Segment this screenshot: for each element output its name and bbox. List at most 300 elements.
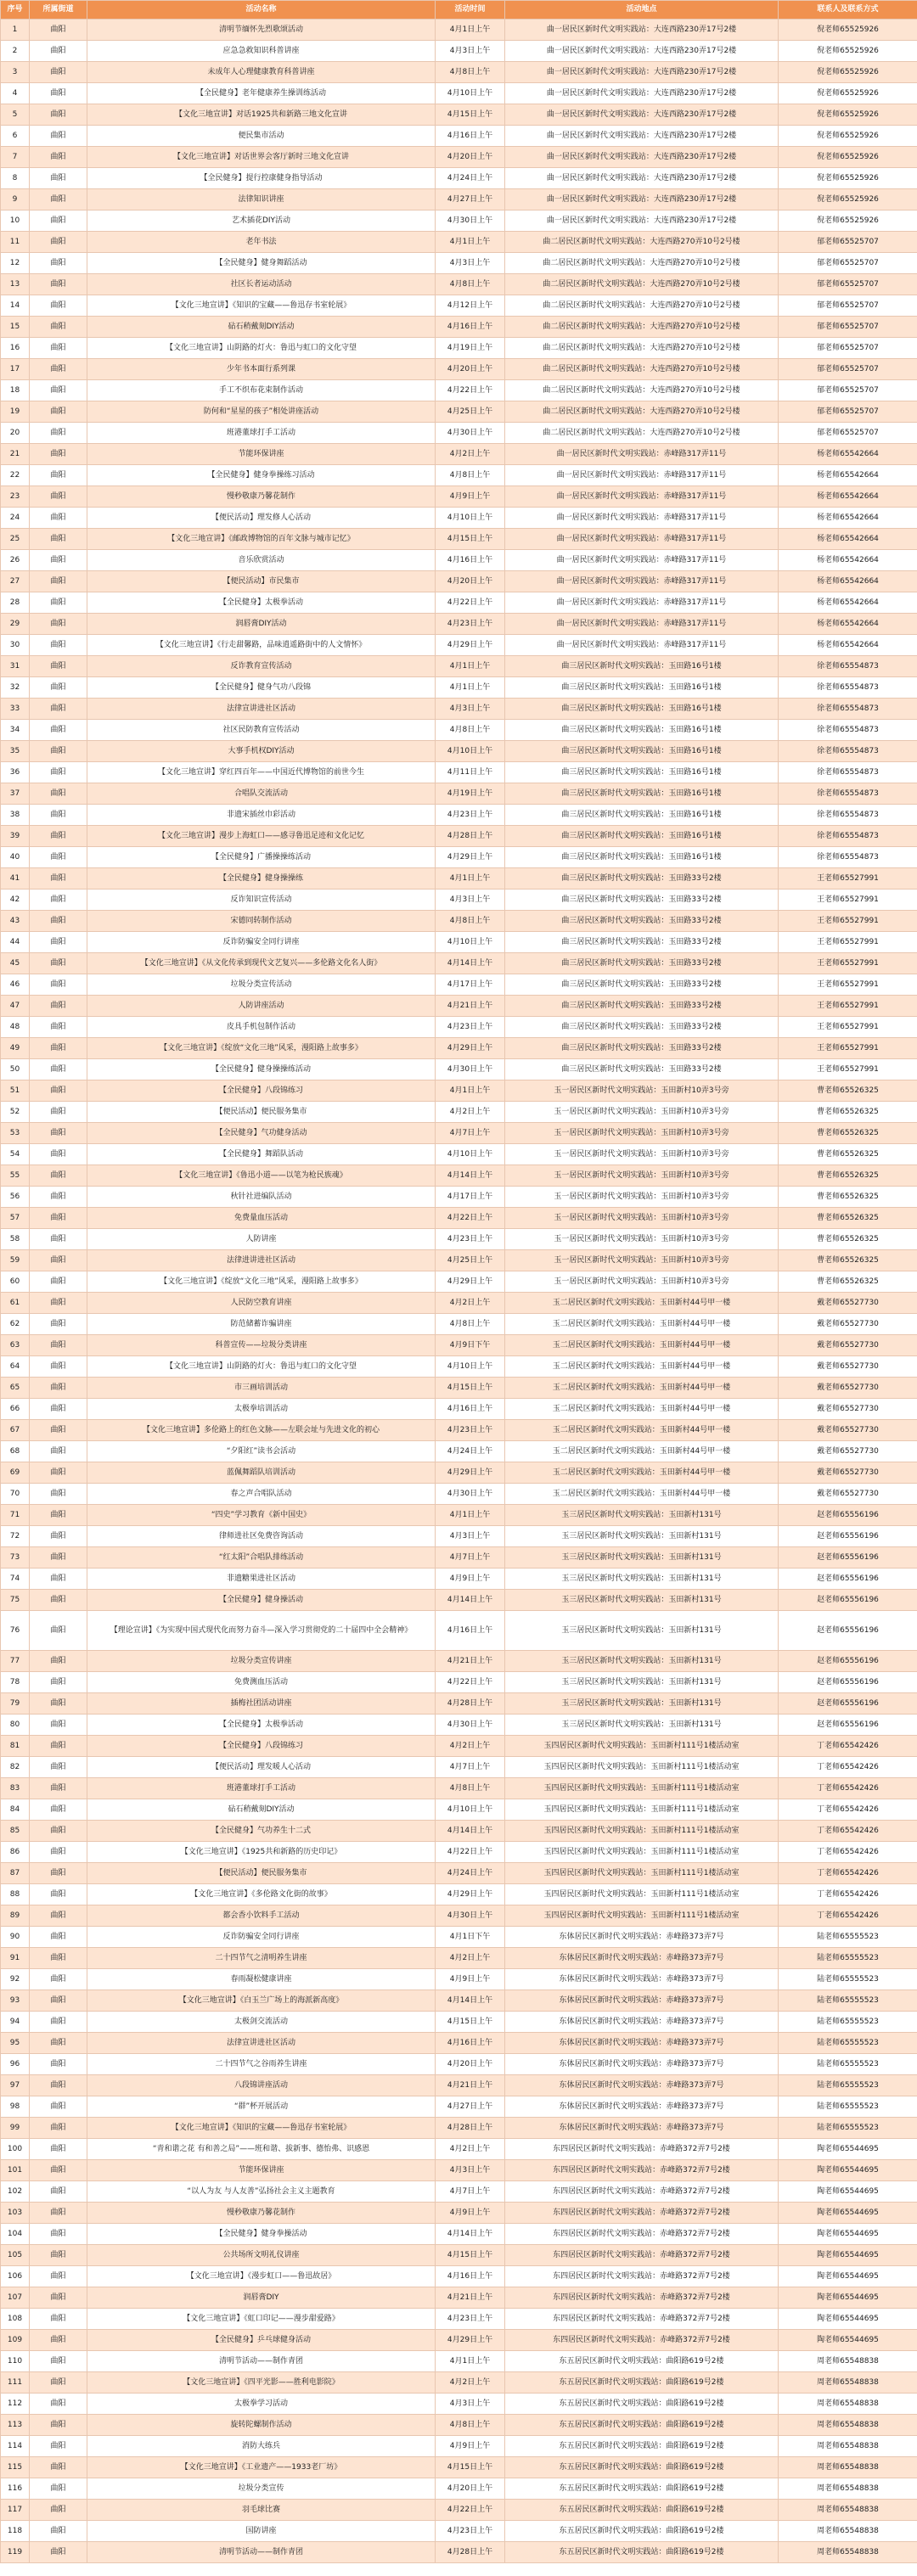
- cell-contact: 曹老师65526325: [779, 1229, 917, 1250]
- cell-activity-time: 4月2日上午: [436, 1102, 505, 1123]
- cell-contact: 戴老师65527730: [779, 1314, 917, 1335]
- cell-activity-location: 玉二居民区新时代文明实践站：玉田新村44号甲一楼: [505, 1293, 779, 1314]
- cell-street: 曲阳: [30, 1080, 87, 1102]
- cell-activity-location: 曲三居民区新时代文明实践站：玉田路33号2楼: [505, 996, 779, 1017]
- cell-activity-time: 4月30日上午: [436, 1059, 505, 1080]
- cell-activity-time: 4月23日上午: [436, 614, 505, 635]
- cell-street: 曲阳: [30, 1569, 87, 1590]
- cell-activity-name: 【文化三地宣讲】《工业遗产——1933老厂坊》: [87, 2457, 436, 2478]
- cell-index: 2: [1, 41, 30, 62]
- cell-street: 曲阳: [30, 1293, 87, 1314]
- cell-activity-time: 4月8日上午: [436, 911, 505, 932]
- cell-contact: 王老师65527991: [779, 868, 917, 890]
- cell-activity-time: 4月21日上午: [436, 2287, 505, 2309]
- cell-contact: 徐老师65554873: [779, 783, 917, 805]
- cell-contact: 陶老师65544695: [779, 2309, 917, 2330]
- cell-activity-time: 4月8日上午: [436, 465, 505, 486]
- cell-street: 曲阳: [30, 1250, 87, 1271]
- cell-street: 曲阳: [30, 232, 87, 253]
- cell-contact: 杨老师65542664: [779, 529, 917, 550]
- cell-street: 曲阳: [30, 83, 87, 104]
- cell-index: 24: [1, 508, 30, 529]
- cell-street: 曲阳: [30, 2330, 87, 2351]
- cell-activity-time: 4月20日上午: [436, 2478, 505, 2500]
- cell-activity-time: 4月27日上午: [436, 2096, 505, 2118]
- cell-activity-location: 曲二居民区新时代文明实践站：大连西路270弄10号2号楼: [505, 317, 779, 338]
- cell-contact: 杨老师65542664: [779, 614, 917, 635]
- table-row: [1, 1250, 917, 1271]
- cell-index: 14: [1, 295, 30, 317]
- cell-index: 40: [1, 847, 30, 868]
- cell-activity-location: 玉二居民区新时代文明实践站：玉田新村44号甲一楼: [505, 1356, 779, 1378]
- cell-activity-location: 曲二居民区新时代文明实践站：大连西路270弄10号2号楼: [505, 359, 779, 380]
- cell-index: 7: [1, 147, 30, 168]
- cell-street: 曲阳: [30, 2224, 87, 2245]
- cell-index: 53: [1, 1123, 30, 1144]
- cell-activity-name: 【文化三地宣讲】山阴路的灯火：鲁迅与虹口的文化守望: [87, 1356, 436, 1378]
- table-row: [1, 1526, 917, 1547]
- cell-contact: 丁老师65542426: [779, 1736, 917, 1757]
- cell-activity-time: 4月2日上午: [436, 2372, 505, 2394]
- cell-street: 曲阳: [30, 1778, 87, 1799]
- cell-activity-location: 曲二居民区新时代文明实践站：大连西路270弄10号2号楼: [505, 401, 779, 423]
- cell-contact: 徐老师65554873: [779, 720, 917, 741]
- cell-activity-name: 【文化三地宣讲】《漫步虹口——鲁迅故居》: [87, 2266, 436, 2287]
- cell-index: 106: [1, 2266, 30, 2287]
- cell-contact: 赵老师65556196: [779, 1715, 917, 1736]
- table-row: [1, 550, 917, 571]
- cell-activity-name: 【便民活动】理发暖人心活动: [87, 1757, 436, 1778]
- cell-contact: 戴老师65527730: [779, 1356, 917, 1378]
- cell-activity-location: 曲三居民区新时代文明实践站：玉田路16号1楼: [505, 847, 779, 868]
- table-row: [1, 890, 917, 911]
- cell-index: 55: [1, 1165, 30, 1187]
- cell-activity-name: 皮具手机包制作活动: [87, 1017, 436, 1038]
- cell-index: 61: [1, 1293, 30, 1314]
- header-street: 所属街道: [30, 1, 87, 20]
- cell-activity-time: 4月24日上午: [436, 1863, 505, 1884]
- table-row: [1, 699, 917, 720]
- cell-activity-time: 4月28日上午: [436, 1693, 505, 1715]
- cell-activity-name: 清明节活动——制作青团: [87, 2542, 436, 2563]
- cell-activity-name: 二十四节气之清明养生讲座: [87, 1948, 436, 1969]
- cell-index: 58: [1, 1229, 30, 1250]
- table-row: [1, 2500, 917, 2521]
- cell-activity-name: 【文化三地宣讲】《多伦路文化街的故事》: [87, 1884, 436, 1905]
- cell-activity-location: 曲二居民区新时代文明实践站：大连西路270弄10号2号楼: [505, 253, 779, 274]
- cell-street: 曲阳: [30, 1441, 87, 1462]
- cell-activity-location: 曲三居民区新时代文明实践站：玉田路33号2楼: [505, 974, 779, 996]
- cell-activity-time: 4月28日上午: [436, 826, 505, 847]
- cell-activity-location: 东体居民区新时代文明实践站：赤峰路373弄7号: [505, 2075, 779, 2096]
- cell-street: 曲阳: [30, 253, 87, 274]
- cell-activity-location: 东五居民区新时代文明实践站：曲阳路619号2楼: [505, 2457, 779, 2478]
- cell-contact: 杨老师65542664: [779, 550, 917, 571]
- cell-street: 曲阳: [30, 2139, 87, 2160]
- cell-activity-name: 春之声合唱队活动: [87, 1484, 436, 1505]
- table-row: [1, 2054, 917, 2075]
- cell-activity-time: 4月16日上午: [436, 1399, 505, 1420]
- cell-activity-time: 4月1日上午: [436, 20, 505, 41]
- cell-activity-time: 4月17日上午: [436, 1187, 505, 1208]
- cell-activity-location: 曲三居民区新时代文明实践站：玉田路33号2楼: [505, 932, 779, 953]
- cell-activity-time: 4月7日上午: [436, 2181, 505, 2203]
- cell-street: 曲阳: [30, 974, 87, 996]
- cell-activity-location: 玉四居民区新时代文明实践站：玉田新村111号1楼活动室: [505, 1863, 779, 1884]
- table-row: [1, 2012, 917, 2033]
- table-row: [1, 2415, 917, 2436]
- table-row: [1, 2096, 917, 2118]
- cell-activity-location: 曲三居民区新时代文明实践站：玉田路16号1楼: [505, 699, 779, 720]
- cell-index: 30: [1, 635, 30, 656]
- cell-index: 31: [1, 656, 30, 677]
- cell-activity-name: 老年书法: [87, 232, 436, 253]
- cell-activity-time: 4月23日上午: [436, 2309, 505, 2330]
- cell-contact: 陆老师65555523: [779, 2118, 917, 2139]
- cell-activity-name: 国防讲座: [87, 2521, 436, 2542]
- table-row: [1, 1569, 917, 1590]
- cell-activity-name: 社区长者运动活动: [87, 274, 436, 295]
- cell-activity-name: 人防讲座活动: [87, 996, 436, 1017]
- cell-activity-name: 垃圾分类宣传讲座: [87, 1651, 436, 1672]
- cell-activity-name: 消防大练兵: [87, 2436, 436, 2457]
- cell-activity-name: “群”杯开展活动: [87, 2096, 436, 2118]
- cell-activity-name: 【全民健身】八段锦练习: [87, 1080, 436, 1102]
- header-activity-location: 活动地点: [505, 1, 779, 20]
- table-row: [1, 1229, 917, 1250]
- cell-activity-name: 班港董球打手工活动: [87, 1778, 436, 1799]
- table-row: [1, 932, 917, 953]
- cell-activity-name: 【全民健身】健身操活动: [87, 1590, 436, 1611]
- cell-index: 66: [1, 1399, 30, 1420]
- cell-activity-time: 4月20日上午: [436, 571, 505, 592]
- cell-contact: 王老师65527991: [779, 996, 917, 1017]
- cell-activity-name: 【文化三地宣讲】《四平光影——胜利电影院》: [87, 2372, 436, 2394]
- cell-activity-time: 4月20日上午: [436, 359, 505, 380]
- cell-activity-time: 4月19日上午: [436, 783, 505, 805]
- cell-street: 曲阳: [30, 380, 87, 401]
- cell-activity-name: 【全民健身】舞蹈队活动: [87, 1144, 436, 1165]
- cell-activity-name: 便民集市活动: [87, 126, 436, 147]
- cell-activity-time: 4月25日上午: [436, 1250, 505, 1271]
- cell-contact: 丁老师65542426: [779, 1757, 917, 1778]
- cell-index: 44: [1, 932, 30, 953]
- cell-activity-name: 班港董球打手工活动: [87, 423, 436, 444]
- cell-street: 曲阳: [30, 2436, 87, 2457]
- cell-activity-time: 4月22日上午: [436, 1842, 505, 1863]
- cell-activity-time: 4月3日上午: [436, 890, 505, 911]
- cell-index: 50: [1, 1059, 30, 1080]
- cell-street: 曲阳: [30, 1505, 87, 1526]
- cell-index: 59: [1, 1250, 30, 1271]
- cell-activity-time: 4月9日上午: [436, 2203, 505, 2224]
- cell-contact: 郁老师65525707: [779, 295, 917, 317]
- cell-activity-location: 玉一居民区新时代文明实践站：玉田新村10弄3号旁: [505, 1102, 779, 1123]
- cell-activity-name: 【文化三地宣讲】多伦路上的红色文脉——左联会址与先进文化的初心: [87, 1420, 436, 1441]
- cell-activity-location: 东五居民区新时代文明实践站：曲阳路619号2楼: [505, 2500, 779, 2521]
- cell-index: 62: [1, 1314, 30, 1335]
- cell-contact: 周老师65548838: [779, 2542, 917, 2563]
- cell-activity-time: 4月15日上午: [436, 2012, 505, 2033]
- cell-activity-name: 【全民健身】太极拳活动: [87, 1715, 436, 1736]
- cell-street: 曲阳: [30, 1399, 87, 1420]
- cell-contact: 戴老师65527730: [779, 1335, 917, 1356]
- cell-activity-time: 4月23日上午: [436, 1229, 505, 1250]
- cell-street: 曲阳: [30, 1611, 87, 1651]
- table-row: [1, 486, 917, 508]
- cell-street: 曲阳: [30, 571, 87, 592]
- table-row: [1, 1314, 917, 1335]
- cell-index: 1: [1, 20, 30, 41]
- cell-activity-time: 4月10日上午: [436, 1144, 505, 1165]
- table-row: [1, 147, 917, 168]
- cell-activity-name: 【文化三地宣讲】《虹口印记——漫步甜爱路》: [87, 2309, 436, 2330]
- cell-activity-location: 玉四居民区新时代文明实践站：玉田新村111号1楼活动室: [505, 1842, 779, 1863]
- cell-street: 曲阳: [30, 401, 87, 423]
- cell-index: 10: [1, 210, 30, 232]
- cell-street: 曲阳: [30, 1187, 87, 1208]
- cell-activity-time: 4月22日上午: [436, 1208, 505, 1229]
- cell-contact: 丁老师65542426: [779, 1821, 917, 1842]
- cell-index: 52: [1, 1102, 30, 1123]
- cell-activity-name: “夕阳红”读书会活动: [87, 1441, 436, 1462]
- cell-index: 18: [1, 380, 30, 401]
- cell-contact: 倪老师65525926: [779, 168, 917, 189]
- cell-contact: 陶老师65544695: [779, 2245, 917, 2266]
- cell-activity-time: 4月23日上午: [436, 2521, 505, 2542]
- table-row: [1, 529, 917, 550]
- cell-activity-location: 东四居民区新时代文明实践站：赤峰路372弄7号2楼: [505, 2266, 779, 2287]
- cell-activity-name: 蓝佩舞蹈队培训活动: [87, 1462, 436, 1484]
- cell-contact: 郁老师65525707: [779, 317, 917, 338]
- cell-street: 曲阳: [30, 2203, 87, 2224]
- cell-contact: 陶老师65544695: [779, 2224, 917, 2245]
- cell-activity-location: 曲三居民区新时代文明实践站：玉田路33号2楼: [505, 1017, 779, 1038]
- cell-activity-location: 玉一居民区新时代文明实践站：玉田新村10弄3号旁: [505, 1165, 779, 1187]
- cell-activity-name: “红太阳”合唱队排练活动: [87, 1547, 436, 1569]
- cell-activity-time: 4月23日上午: [436, 805, 505, 826]
- cell-street: 曲阳: [30, 1144, 87, 1165]
- cell-contact: 周老师65548838: [779, 2478, 917, 2500]
- cell-activity-location: 曲二居民区新时代文明实践站：大连西路270弄10号2号楼: [505, 232, 779, 253]
- cell-activity-name: 防范储蓄诈骗讲座: [87, 1314, 436, 1335]
- cell-activity-location: 曲一居民区新时代文明实践站：大连西路230弄17号2楼: [505, 147, 779, 168]
- cell-activity-location: 东四居民区新时代文明实践站：赤峰路372弄7号2楼: [505, 2309, 779, 2330]
- cell-index: 95: [1, 2033, 30, 2054]
- cell-activity-name: 宋德同转制作活动: [87, 911, 436, 932]
- cell-index: 79: [1, 1693, 30, 1715]
- table-row: [1, 2521, 917, 2542]
- cell-contact: 戴老师65527730: [779, 1399, 917, 1420]
- cell-activity-location: 玉二居民区新时代文明实践站：玉田新村44号甲一楼: [505, 1462, 779, 1484]
- table-row: [1, 953, 917, 974]
- cell-index: 43: [1, 911, 30, 932]
- cell-activity-time: 4月29日上午: [436, 2330, 505, 2351]
- cell-contact: 周老师65548838: [779, 2372, 917, 2394]
- cell-activity-location: 东四居民区新时代文明实践站：赤峰路372弄7号2楼: [505, 2287, 779, 2309]
- cell-activity-location: 曲一居民区新时代文明实践站：赤峰路317弄11号: [505, 614, 779, 635]
- cell-activity-location: 东体居民区新时代文明实践站：赤峰路373弄7号: [505, 1990, 779, 2012]
- table-row: [1, 656, 917, 677]
- cell-activity-time: 4月9日上午: [436, 1969, 505, 1990]
- cell-activity-time: 4月11日上午: [436, 762, 505, 783]
- cell-street: 曲阳: [30, 1757, 87, 1778]
- cell-street: 曲阳: [30, 1736, 87, 1757]
- cell-street: 曲阳: [30, 1863, 87, 1884]
- table-row: [1, 189, 917, 210]
- cell-contact: 陶老师65544695: [779, 2330, 917, 2351]
- table-row: [1, 2351, 917, 2372]
- cell-contact: 徐老师65554873: [779, 656, 917, 677]
- cell-index: 86: [1, 1842, 30, 1863]
- cell-activity-location: 玉三居民区新时代文明实践站：玉田新村131号: [505, 1715, 779, 1736]
- cell-street: 曲阳: [30, 2054, 87, 2075]
- cell-activity-location: 东四居民区新时代文明实践站：赤峰路372弄7号2楼: [505, 2330, 779, 2351]
- cell-index: 90: [1, 1927, 30, 1948]
- cell-contact: 陆老师65555523: [779, 2054, 917, 2075]
- cell-activity-name: 【全民健身】健身操操练活动: [87, 1059, 436, 1080]
- cell-activity-location: 曲三居民区新时代文明实践站：玉田路16号1楼: [505, 720, 779, 741]
- cell-activity-location: 曲三居民区新时代文明实践站：玉田路33号2楼: [505, 868, 779, 890]
- cell-activity-time: 4月22日上午: [436, 380, 505, 401]
- table-row: [1, 2372, 917, 2394]
- cell-index: 11: [1, 232, 30, 253]
- cell-contact: 王老师65527991: [779, 1059, 917, 1080]
- cell-index: 107: [1, 2287, 30, 2309]
- cell-activity-location: 曲三居民区新时代文明实践站：玉田路16号1楼: [505, 741, 779, 762]
- cell-activity-time: 4月3日上午: [436, 253, 505, 274]
- cell-activity-time: 4月30日上午: [436, 1905, 505, 1927]
- table-row: [1, 1080, 917, 1102]
- cell-contact: 郁老师65525707: [779, 338, 917, 359]
- cell-activity-location: 东四居民区新时代文明实践站：赤峰路372弄7号2楼: [505, 2181, 779, 2203]
- cell-contact: 周老师65548838: [779, 2500, 917, 2521]
- table-row: [1, 62, 917, 83]
- cell-activity-name: 八段锦讲座活动: [87, 2075, 436, 2096]
- cell-index: 26: [1, 550, 30, 571]
- cell-contact: 赵老师65556196: [779, 1547, 917, 1569]
- cell-activity-location: 东四居民区新时代文明实践站：赤峰路372弄7号2楼: [505, 2160, 779, 2181]
- table-row: [1, 2436, 917, 2457]
- cell-activity-location: 曲一居民区新时代文明实践站：赤峰路317弄11号: [505, 444, 779, 465]
- cell-street: 曲阳: [30, 996, 87, 1017]
- cell-street: 曲阳: [30, 1799, 87, 1821]
- cell-activity-location: 曲一居民区新时代文明实践站：赤峰路317弄11号: [505, 465, 779, 486]
- cell-street: 曲阳: [30, 1335, 87, 1356]
- cell-street: 曲阳: [30, 2500, 87, 2521]
- cell-index: 68: [1, 1441, 30, 1462]
- cell-activity-name: 【全民健身】太极拳活动: [87, 592, 436, 614]
- cell-activity-name: 人民防空教育讲座: [87, 1293, 436, 1314]
- cell-activity-time: 4月29日上午: [436, 635, 505, 656]
- cell-activity-time: 4月15日上午: [436, 529, 505, 550]
- table-row: [1, 2478, 917, 2500]
- cell-activity-name: 【文化三地宣讲】《鲁迅小道——以笔为枪民族魂》: [87, 1165, 436, 1187]
- cell-activity-name: 【全民健身】广播操操练活动: [87, 847, 436, 868]
- cell-index: 34: [1, 720, 30, 741]
- table-row: [1, 1590, 917, 1611]
- cell-activity-name: 【便民活动】便民服务集市: [87, 1863, 436, 1884]
- cell-contact: 杨老师65542664: [779, 592, 917, 614]
- cell-activity-location: 东五居民区新时代文明实践站：曲阳路619号2楼: [505, 2436, 779, 2457]
- table-row: [1, 104, 917, 126]
- table-row: [1, 253, 917, 274]
- cell-activity-time: 4月21日上午: [436, 2075, 505, 2096]
- cell-activity-time: 4月14日上午: [436, 1165, 505, 1187]
- cell-activity-location: 玉四居民区新时代文明实践站：玉田新村111号1楼活动室: [505, 1799, 779, 1821]
- cell-activity-name: 应急急救知识科普讲座: [87, 41, 436, 62]
- cell-activity-name: 插梅社团活动讲座: [87, 1693, 436, 1715]
- cell-contact: 曹老师65526325: [779, 1271, 917, 1293]
- cell-activity-location: 曲三居民区新时代文明实践站：玉田路16号1楼: [505, 826, 779, 847]
- cell-index: 46: [1, 974, 30, 996]
- table-row: [1, 2033, 917, 2054]
- cell-activity-time: 4月24日上午: [436, 168, 505, 189]
- cell-index: 115: [1, 2457, 30, 2478]
- cell-index: 83: [1, 1778, 30, 1799]
- cell-index: 80: [1, 1715, 30, 1736]
- table-row: [1, 1144, 917, 1165]
- cell-activity-time: 4月16日上午: [436, 1611, 505, 1651]
- table-row: [1, 2542, 917, 2563]
- cell-index: 119: [1, 2542, 30, 2563]
- table-row: [1, 826, 917, 847]
- table-row: [1, 465, 917, 486]
- cell-activity-name: 节能环保讲座: [87, 444, 436, 465]
- cell-activity-time: 4月2日上午: [436, 1293, 505, 1314]
- cell-activity-location: 曲一居民区新时代文明实践站：赤峰路317弄11号: [505, 635, 779, 656]
- cell-index: 56: [1, 1187, 30, 1208]
- table-row: [1, 2203, 917, 2224]
- cell-activity-time: 4月8日上午: [436, 274, 505, 295]
- cell-index: 70: [1, 1484, 30, 1505]
- cell-index: 97: [1, 2075, 30, 2096]
- table-row: [1, 274, 917, 295]
- cell-activity-time: 4月20日上午: [436, 147, 505, 168]
- cell-activity-location: 曲三居民区新时代文明实践站：玉田路16号1楼: [505, 656, 779, 677]
- cell-activity-name: 反诈教育宣传活动: [87, 656, 436, 677]
- cell-contact: 倪老师65525926: [779, 20, 917, 41]
- cell-activity-time: 4月1日上午: [436, 232, 505, 253]
- cell-contact: 陆老师65555523: [779, 1927, 917, 1948]
- cell-street: 曲阳: [30, 677, 87, 699]
- cell-activity-location: 玉二居民区新时代文明实践站：玉田新村44号甲一楼: [505, 1484, 779, 1505]
- table-row: [1, 317, 917, 338]
- cell-activity-name: 免费量血压活动: [87, 1208, 436, 1229]
- cell-activity-time: 4月16日上午: [436, 126, 505, 147]
- cell-activity-name: 【文化三地宣讲】《邮政博物馆的百年文脉与城市记忆》: [87, 529, 436, 550]
- cell-activity-time: 4月19日上午: [436, 338, 505, 359]
- cell-activity-name: 市三画培训活动: [87, 1378, 436, 1399]
- cell-activity-location: 玉三居民区新时代文明实践站：玉田新村131号: [505, 1672, 779, 1693]
- cell-index: 5: [1, 104, 30, 126]
- cell-street: 曲阳: [30, 168, 87, 189]
- cell-activity-location: 玉二居民区新时代文明实践站：玉田新村44号甲一楼: [505, 1420, 779, 1441]
- table-row: [1, 1884, 917, 1905]
- cell-activity-name: 太极剑交流活动: [87, 2012, 436, 2033]
- cell-activity-location: 曲一居民区新时代文明实践站：赤峰路317弄11号: [505, 592, 779, 614]
- table-row: [1, 1059, 917, 1080]
- cell-activity-time: 4月9日上午: [436, 1569, 505, 1590]
- cell-contact: 徐老师65554873: [779, 699, 917, 720]
- cell-activity-name: 润唇膏DIY: [87, 2287, 436, 2309]
- cell-activity-time: 4月8日上午: [436, 1778, 505, 1799]
- table-row: [1, 444, 917, 465]
- cell-contact: 杨老师65542664: [779, 486, 917, 508]
- cell-contact: 郁老师65525707: [779, 423, 917, 444]
- cell-activity-name: 【全民健身】乒乓球健身活动: [87, 2330, 436, 2351]
- cell-activity-location: 曲一居民区新时代文明实践站：大连西路230弄17号2楼: [505, 104, 779, 126]
